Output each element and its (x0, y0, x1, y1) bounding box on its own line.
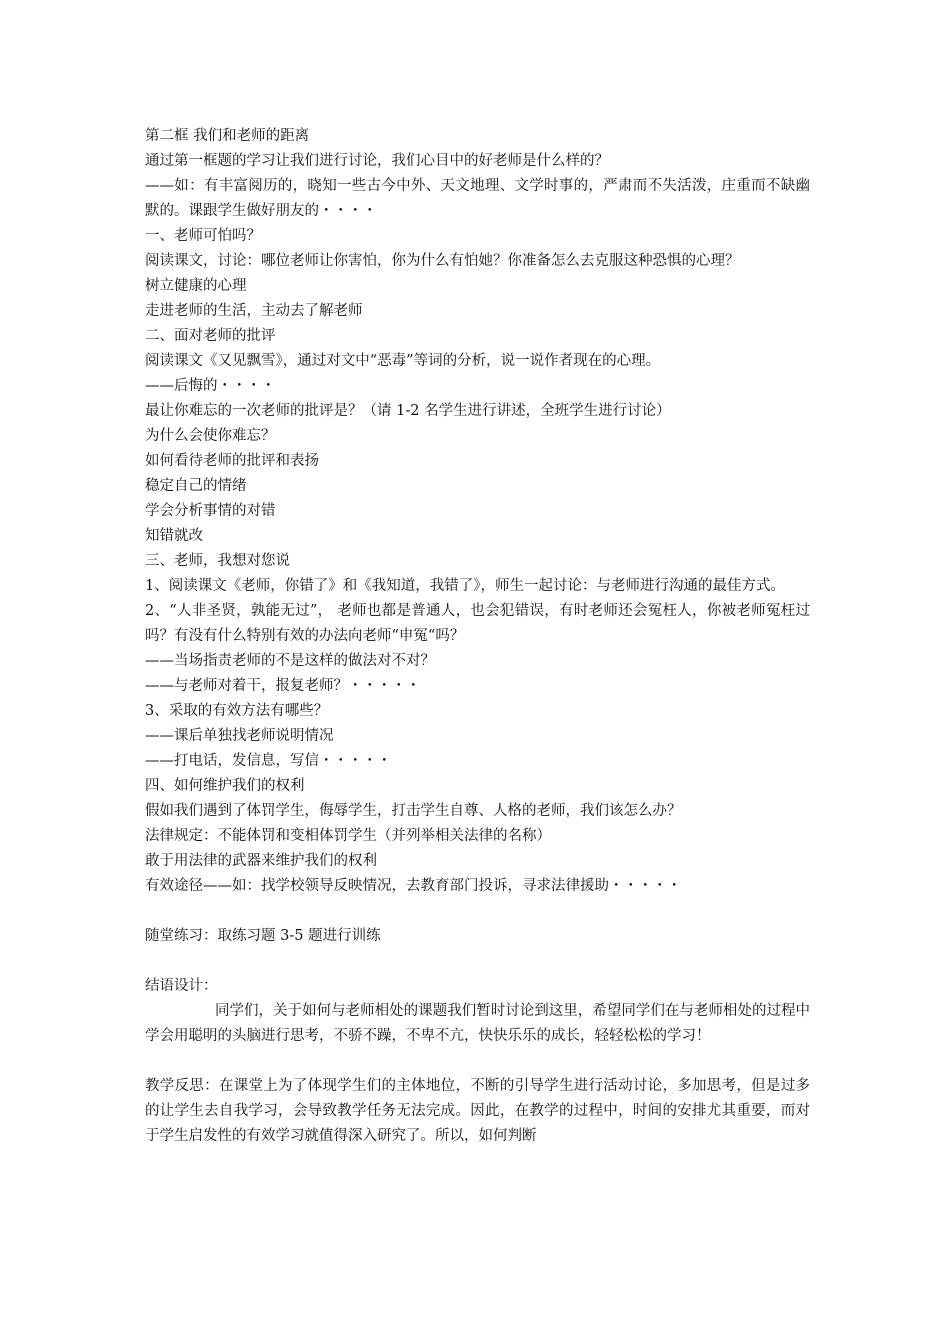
section-4-heading: 四、如何维护我们的权利 (145, 778, 305, 794)
text-line: 3、采取的有效方法有哪些？ (145, 703, 329, 719)
text-line: 法律规定：不能体罚和变相体罚学生（并列举相关法律的名称） (145, 828, 551, 844)
section-3-item-2: 2、“人非圣贤，孰能无过”， 老师也都是普通人，也会犯错误，有时老师还会冤枉人，你被老师冤枉过吗？有没有什么特别有效的办法向老师“申冤“吗？ (145, 603, 810, 644)
section-1-heading: 一、老师可怕吗？ (145, 228, 261, 244)
blank-line (145, 1049, 810, 1074)
section-3-heading: 三、老师，我想对您说 (145, 553, 290, 569)
text-line: 稳定自己的情绪 (145, 478, 247, 494)
blank-line (145, 899, 810, 924)
closing-body: 同学们，关于如何与老师相处的课题我们暂时讨论到这里，希望同学们在与老师相处的过程中学会用聪明的头脑进行思考，不骄不躁，不卑不亢，快快乐乐的成长，轻轻松松的学习！ (145, 1003, 810, 1044)
text-line: 假如我们遇到了体罚学生，侮辱学生，打击学生自尊、人格的老师，我们该怎么办？ (145, 803, 682, 819)
text-line: 学会分析事情的对错 (145, 503, 276, 519)
text-line: ——打电话，发信息，写信・・・・・ (145, 753, 392, 769)
text-line: 敢于用法律的武器来维护我们的权利 (145, 853, 377, 869)
practice-line: 随堂练习：取练习题 3-5 题进行训练 (145, 928, 381, 944)
text-line: ——课后单独找老师说明情况 (145, 728, 334, 744)
blank-line (145, 949, 810, 974)
text-line: 如何看待老师的批评和表扬 (145, 453, 319, 469)
text-line: ——当场指责老师的不是这样的做法对不对？ (145, 653, 435, 669)
section-3-item-1: 1、阅读课文《老师，你错了》和《我知道，我错了》，师生一起讨论：与老师进行沟通的最佳方式。 (145, 578, 785, 594)
closing-title: 结语设计： (145, 978, 218, 994)
text-line: 走进老师的生活，主动去了解老师 (145, 303, 363, 319)
text-line: 为什么会使你难忘？ (145, 428, 276, 444)
text-line: 树立健康的心理 (145, 278, 247, 294)
intro-question: 通过第一框题的学习让我们进行讨论，我们心目中的好老师是什么样的？ (145, 153, 609, 169)
document-page (145, 124, 810, 1149)
section-1-reading: 阅读课文，讨论：哪位老师让你害怕，你为什么有怕她？你准备怎么去克服这种恐惧的心理？ (145, 253, 740, 269)
text-line: ——与老师对着干，报复老师？・・・・・ (145, 678, 421, 694)
text-line: ——后悔的・・・・ (145, 378, 276, 394)
lesson-title: 第二框 我们和老师的距离 (145, 128, 310, 144)
text-line: 知错就改 (145, 528, 203, 544)
text-line: 有效途径——如：找学校领导反映情况，去教育部门投诉，寻求法律援助・・・・・ (145, 878, 682, 894)
teaching-reflection: 教学反思：在课堂上为了体现学生们的主体地位，不断的引导学生进行活动讨论，多加思考，但是过多的让学生去自我学习，会导致教学任务无法完成。因此，在教学的过程中，时间的安排尤其重要，而对于学生启发性的有效学习就值得深入研究了。所以，如何判断 (145, 1078, 810, 1144)
good-teacher-answer: ——如：有丰富阅历的，晓知一些古今中外、天文地理、文学时事的，严肃而不失活泼，庄重而不缺幽默的。课跟学生做好朋友的・・・・ (145, 178, 810, 219)
text-line: 最让你难忘的一次老师的批评是？（请 1-2 名学生进行讲述，全班学生进行讨论） (145, 403, 671, 419)
section-2-heading: 二、面对老师的批评 (145, 328, 276, 344)
text-line: 阅读课文《又见飘雪》，通过对文中“恶毒”等词的分析，说一说作者现在的心理。 (145, 353, 661, 369)
